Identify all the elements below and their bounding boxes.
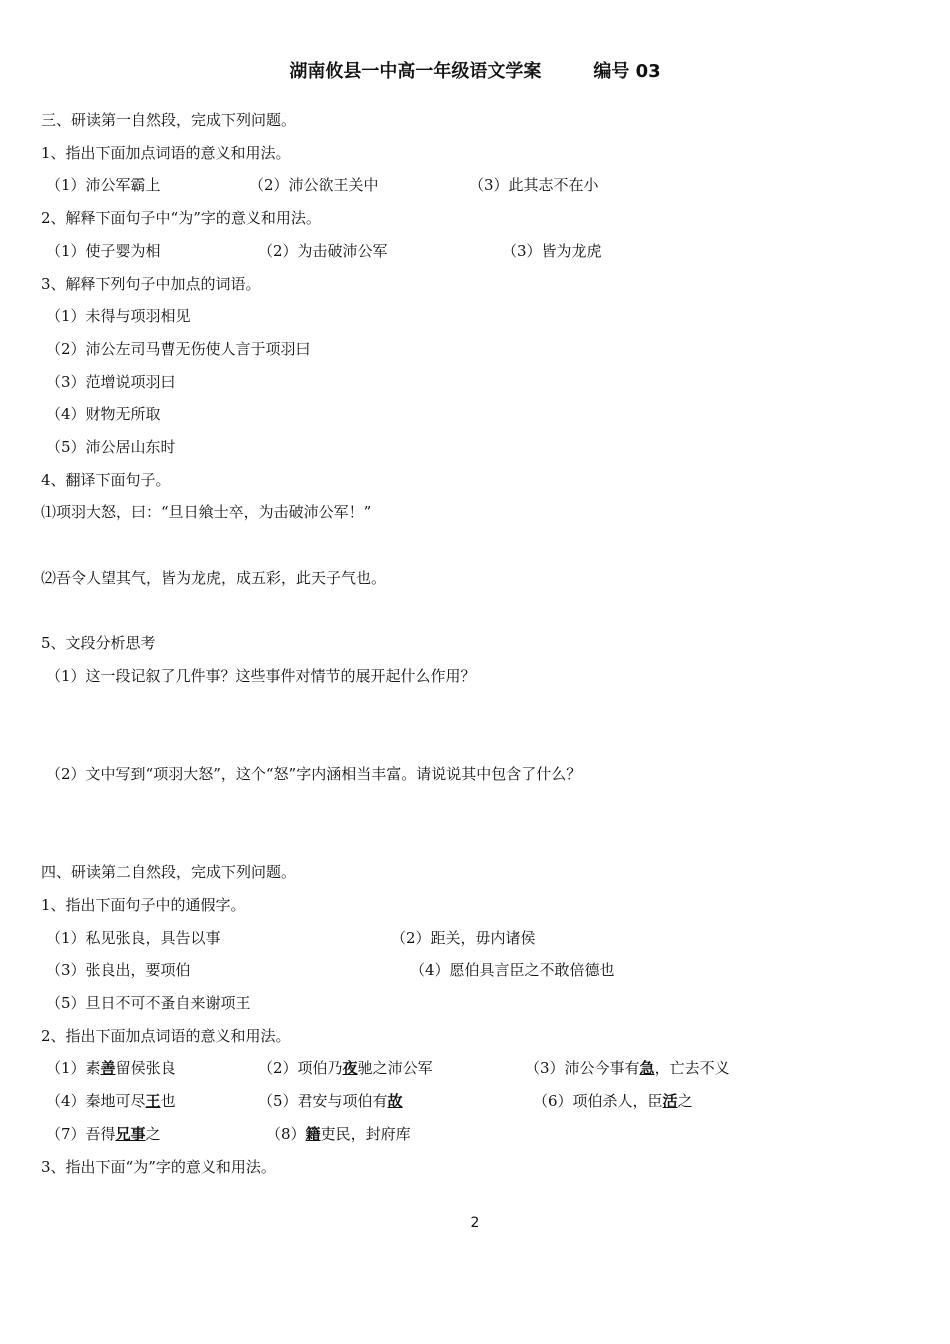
s4-q2-item-7-pre: （7）吾得	[46, 1125, 116, 1143]
s4-q1-item-1: （1）私见张良，具告以事	[46, 929, 221, 947]
s4-q2-item-2-pre: （2）项伯乃	[258, 1059, 343, 1077]
s3-q5-item-2: （2）文中写到“项羽大怒”，这个“怒”字内涵相当丰富。请说说其中包含了什么？	[46, 765, 582, 783]
s4-q3-prompt: 3、指出下面“为”字的意义和用法。	[41, 1158, 276, 1176]
s3-q2-item-3: （3）皆为龙虎	[502, 242, 602, 260]
s3-q1-item-1: （1）沛公军霸上	[46, 176, 161, 194]
section-3-heading: 三、研读第一自然段，完成下列问题。	[41, 111, 297, 129]
s4-q2-item-5-marked-word: 故	[387, 1092, 403, 1110]
s4-q2-item-4-marked-word: 王	[145, 1092, 161, 1110]
s4-q2-item-8-marked-word: 籍	[305, 1125, 321, 1143]
s4-q1-item-3: （3）张良出，要项伯	[46, 961, 191, 979]
s3-q3-item-1: （1）未得与项羽相见	[46, 307, 191, 325]
s4-q2-item-6-pre: （6）项伯杀人，臣	[533, 1092, 663, 1110]
s3-q3-item-4: （4）财物无所取	[46, 405, 161, 423]
section-4-heading: 四、研读第二自然段，完成下列问题。	[41, 863, 297, 881]
s4-q2-item-8-post: 吏民，封府库	[320, 1125, 411, 1143]
s4-q2-item-1-marked-word: 善	[100, 1059, 116, 1077]
s4-q2-item-3-marked-word: 急	[639, 1059, 655, 1077]
s3-q4-prompt: 4、翻译下面句子。	[41, 471, 171, 489]
s4-q1-item-4: （4）愿伯具言臣之不敢倍德也	[410, 961, 615, 979]
s4-q1-item-5: （5）旦日不可不蚤自来谢项王	[46, 994, 251, 1012]
s4-q2-item-6-marked-word: 活	[662, 1092, 678, 1110]
s4-q2-item-7	[46, 1124, 161, 1144]
s3-q5-prompt: 5、文段分析思考	[41, 634, 156, 652]
s4-q2-item-1-pre: （1）素	[46, 1059, 101, 1077]
s4-q2-item-5	[258, 1091, 403, 1111]
s4-q2-item-5-pre: （5）君安与项伯有	[258, 1092, 388, 1110]
s3-q4-item-2: ⑵吾令人望其气，皆为龙虎，成五彩，此天子气也。	[41, 569, 387, 587]
page-title	[0, 57, 950, 83]
s3-q1-prompt: 1、指出下面加点词语的意义和用法。	[41, 144, 291, 162]
s4-q2-item-3-post: ，亡去不义	[654, 1059, 730, 1077]
s3-q1-item-2: （2）沛公欲王关中	[249, 176, 379, 194]
s4-q2-item-2-post: 驰之沛公军	[357, 1059, 433, 1077]
s4-q2-item-7-marked-word: 兄事	[115, 1125, 146, 1143]
document-number: 编号 03	[593, 61, 661, 82]
s3-q3-prompt: 3、解释下列句子中加点的词语。	[41, 275, 261, 293]
s4-q2-item-4-post: 也	[160, 1092, 176, 1110]
s4-q2-item-6	[533, 1091, 693, 1111]
s4-q2-item-6-post: 之	[677, 1092, 693, 1110]
s4-q2-item-3-pre: （3）沛公今事有	[525, 1059, 640, 1077]
s4-q2-item-3	[525, 1058, 730, 1078]
s3-q4-item-1: ⑴项羽大怒，曰：“旦日飨士卒，为击破沛公军！”	[41, 503, 372, 521]
s4-q2-item-4	[46, 1091, 176, 1111]
s4-q1-item-2: （2）距关，毋内诸侯	[391, 929, 536, 947]
s3-q3-item-5: （5）沛公居山东时	[46, 438, 176, 456]
s4-q2-item-2-marked-word: 夜	[342, 1059, 358, 1077]
s4-q2-item-7-post: 之	[145, 1125, 161, 1143]
s4-q2-item-1-post: 留侯张良	[115, 1059, 176, 1077]
s3-q3-item-3: （3）范增说项羽曰	[46, 373, 176, 391]
s3-q3-item-2: （2）沛公左司马曹无伤使人言于项羽曰	[46, 340, 311, 358]
s3-q2-prompt: 2、解释下面句子中“为”字的意义和用法。	[41, 209, 321, 227]
s4-q2-item-8	[266, 1124, 411, 1144]
s3-q2-item-1: （1）使子婴为相	[46, 242, 161, 260]
s4-q2-item-1	[46, 1058, 176, 1078]
page-number: 2	[470, 1215, 480, 1231]
s3-q1-item-3: （3）此其志不在小	[469, 176, 599, 194]
s3-q2-item-2: （2）为击破沛公军	[258, 242, 388, 260]
title-text: 湖南攸县一中高一年级语文学案	[289, 61, 542, 82]
s4-q2-item-8-pre: （8）	[266, 1125, 306, 1143]
s3-q5-item-1: （1）这一段记叙了几件事？这些事件对情节的展开起什么作用？	[46, 667, 476, 685]
s4-q2-item-4-pre: （4）秦地可尽	[46, 1092, 146, 1110]
s4-q2-prompt: 2、指出下面加点词语的意义和用法。	[41, 1027, 291, 1045]
s4-q2-item-2	[258, 1058, 433, 1078]
s4-q1-prompt: 1、指出下面句子中的通假字。	[41, 896, 246, 914]
